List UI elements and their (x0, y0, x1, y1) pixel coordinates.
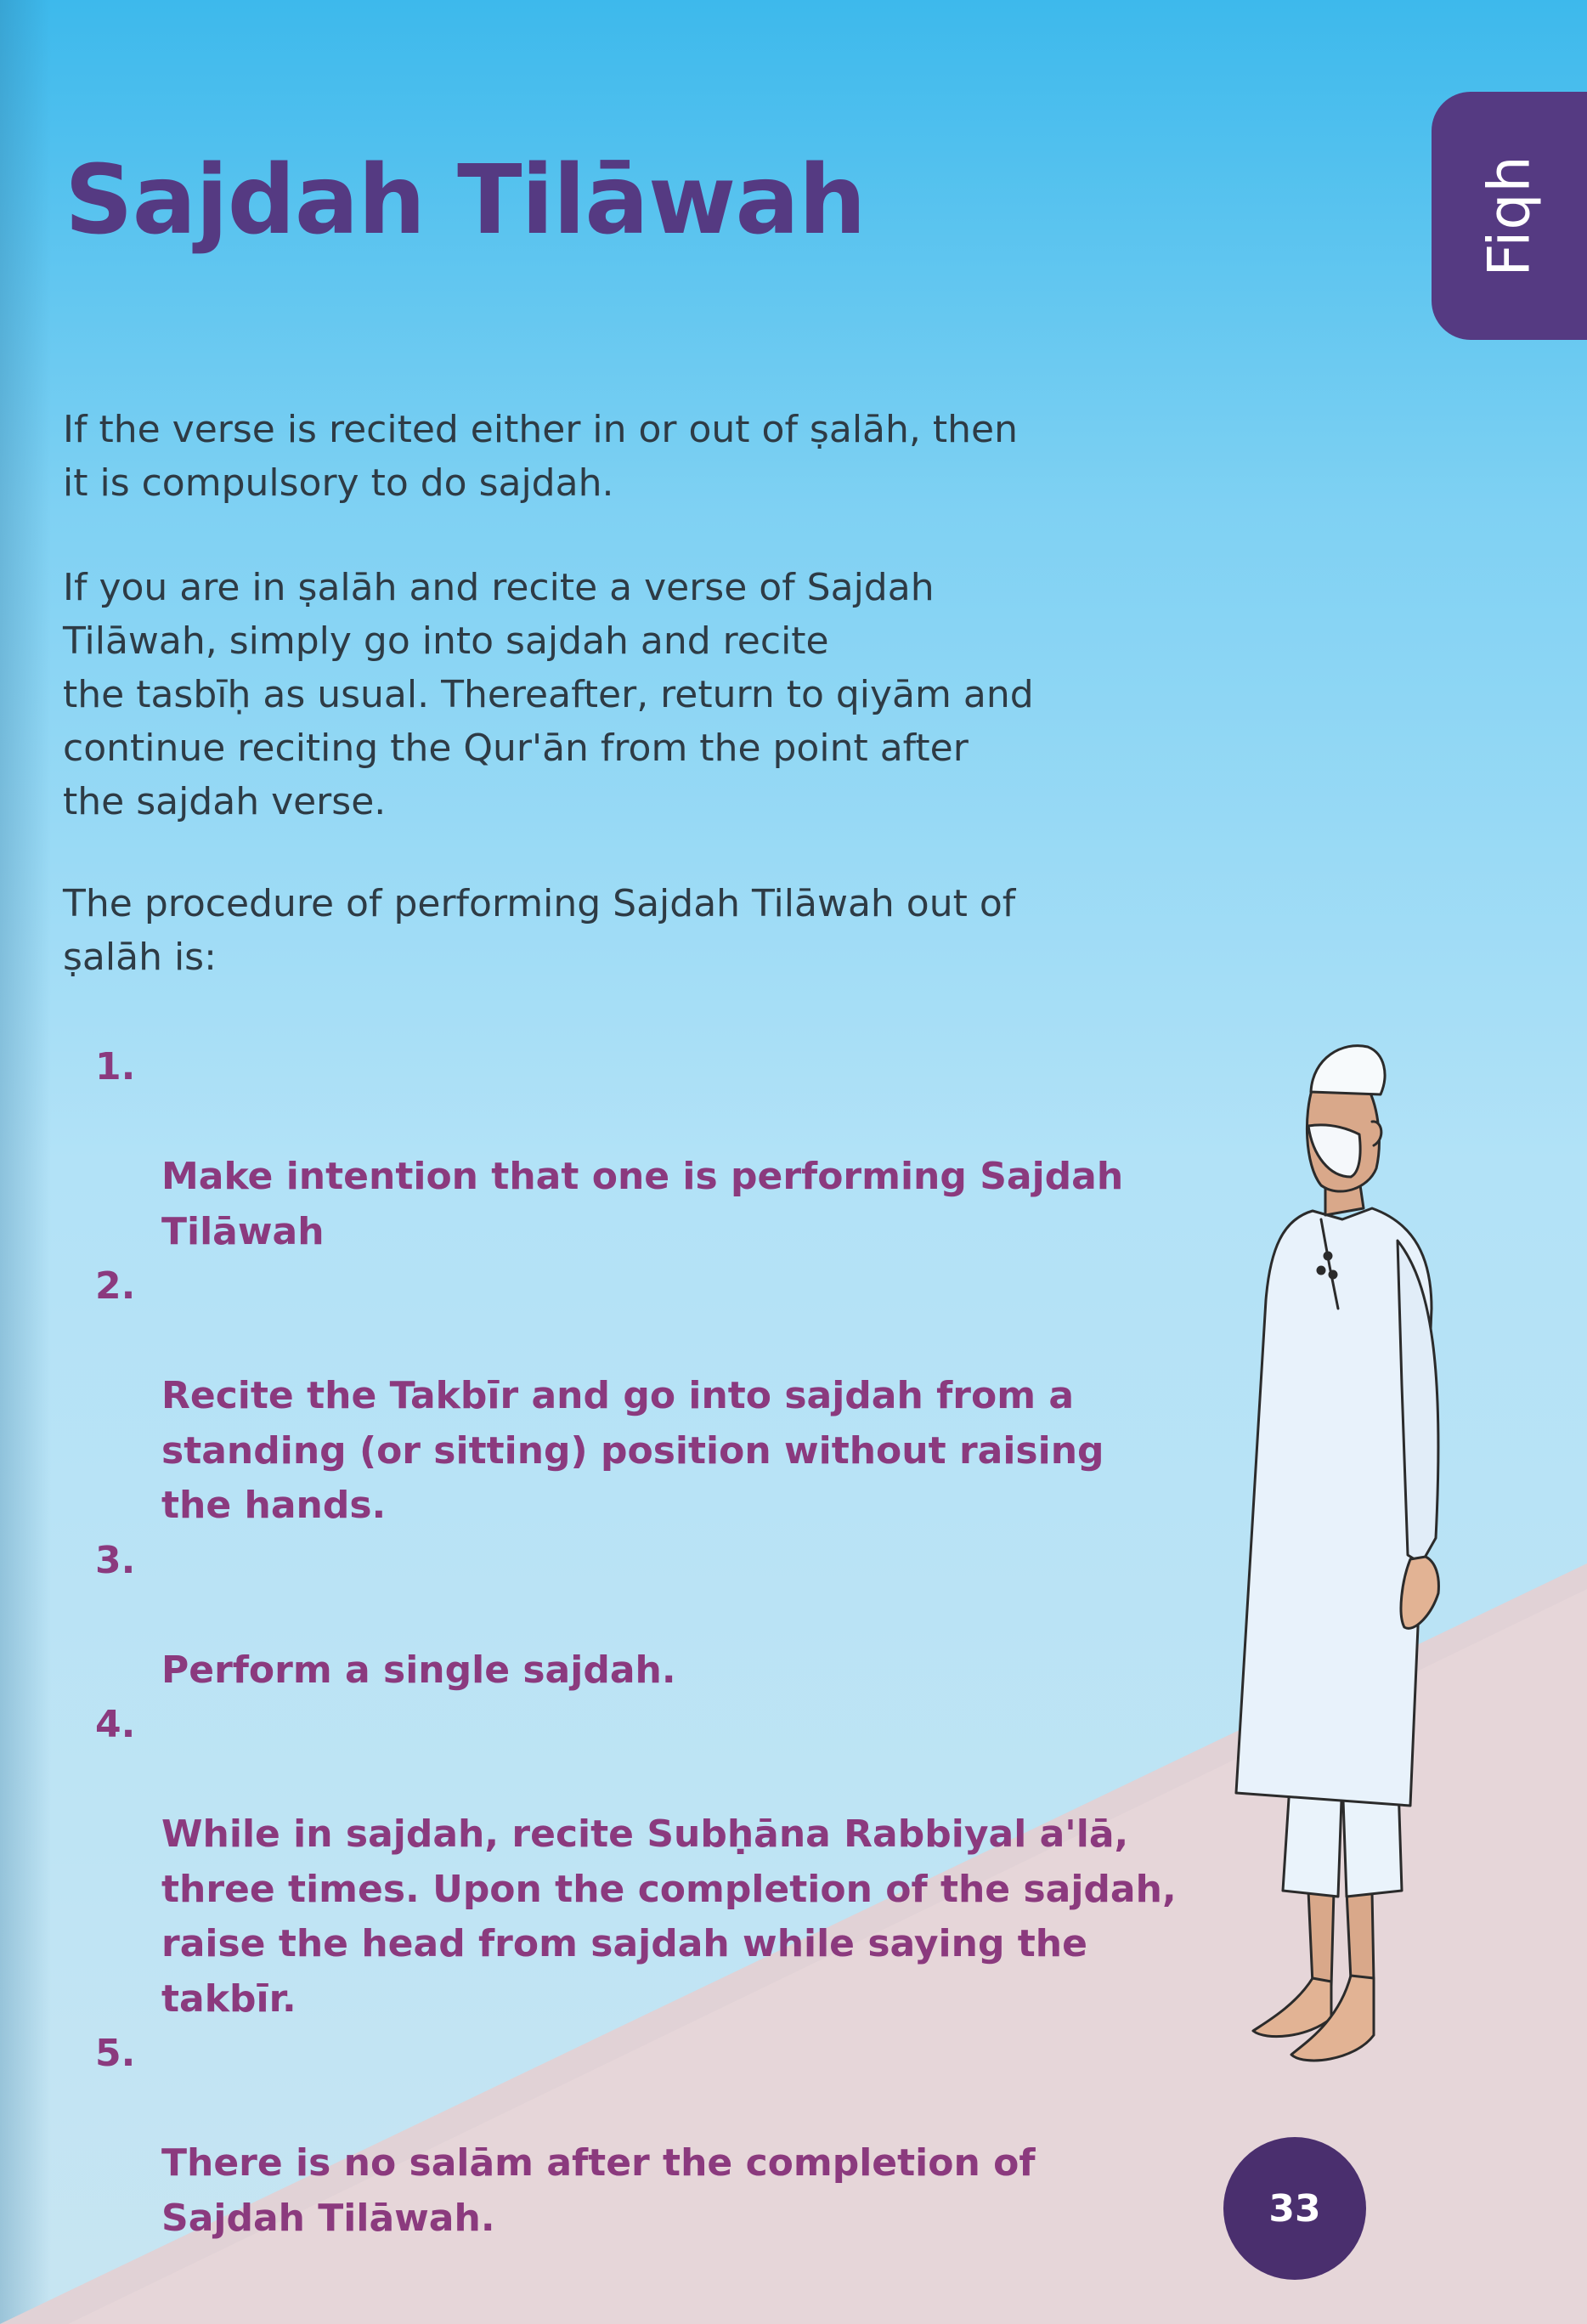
step-number: 2. (95, 1264, 136, 1308)
step-number: 3. (95, 1538, 136, 1582)
page-number-badge (1223, 2137, 1366, 2280)
step-text: There is no salām after the completion of Sajdah Tilāwah. (161, 2141, 1036, 2240)
paragraph-procedure-intro: The procedure of performing Sajdah Tilāwah out of ṣalāh is: (63, 882, 1016, 979)
section-tab-label: Fiqh (1476, 155, 1543, 277)
procedure-step (95, 1259, 1302, 1534)
step-number: 5. (95, 2032, 136, 2075)
procedure-steps-list (95, 1040, 1302, 2246)
paragraph-in-salah: If you are in ṣalāh and recite a verse of Sajdah Tilāwah, simply go into sajdah and recite the tasbīḥ as usual. Thereafter, return to qiyām and continue reciting the Qur'ān from the point after the sajdah verse. (63, 566, 1034, 823)
paragraph-compulsory: If the verse is recited either in or out of ṣalāh, then it is compulsory to do sajdah. (63, 408, 1018, 505)
section-tab (1432, 92, 1587, 340)
page-number: 33 (1268, 2186, 1321, 2231)
procedure-step (95, 1698, 1302, 2027)
step-number: 4. (95, 1703, 136, 1746)
procedure-step (95, 1040, 1302, 1259)
step-text: Make intention that one is performing Sajdah Tilāwah (161, 1155, 1124, 1253)
step-number: 1. (95, 1045, 136, 1088)
step-text: Recite the Takbīr and go into sajdah from a standing (or sitting) position without raising the hands. (161, 1374, 1104, 1527)
page-title: Sajdah Tilāwah (65, 145, 866, 256)
step-text: Perform a single sajdah. (161, 1648, 676, 1692)
procedure-step (95, 1534, 1302, 1699)
standing-boy-illustration (1185, 1028, 1542, 2133)
procedure-step (95, 2027, 1302, 2246)
step-text: While in sajdah, recite Subḥāna Rabbiyal a'lā, three times. Upon the completion of the sajdah, raise the head from sajdah while saying the takbīr. (161, 1812, 1177, 2021)
